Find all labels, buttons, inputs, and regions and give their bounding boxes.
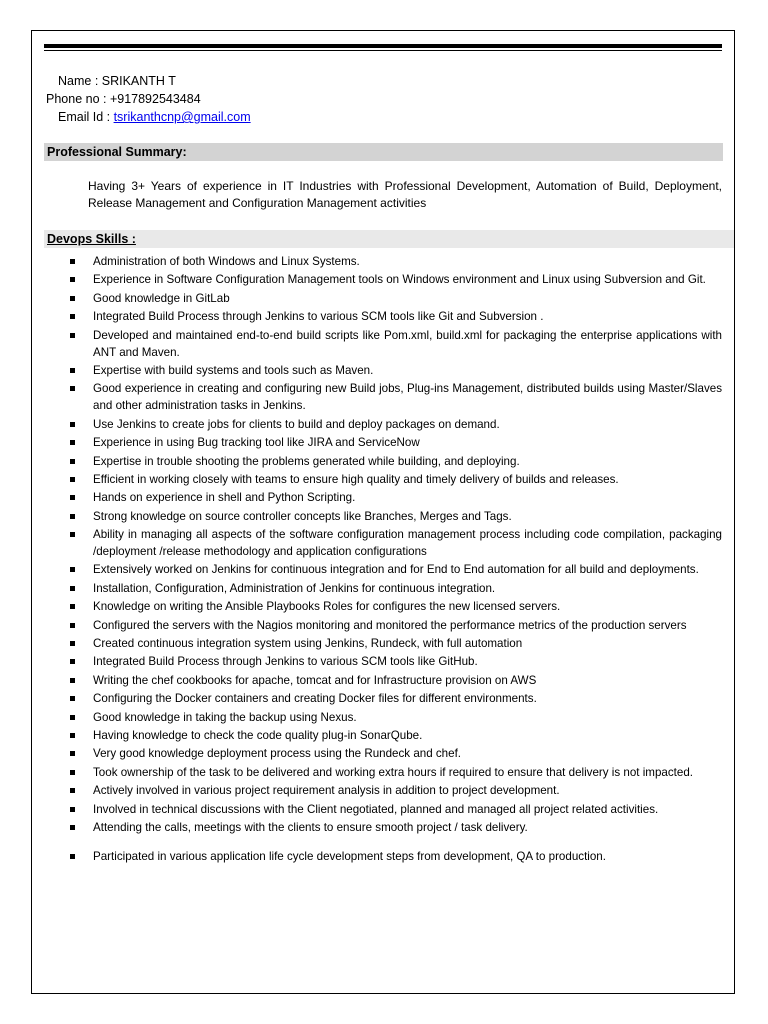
email-label: Email Id : [58, 110, 114, 124]
bullet-icon [70, 368, 75, 373]
bullet-icon [70, 422, 75, 427]
skill-item: Expertise in trouble shooting the problems generated while building, and deploying. [70, 453, 722, 470]
bullet-icon [70, 825, 75, 830]
skill-item: Knowledge on writing the Ansible Playbooks Roles for configures the new licensed servers. [70, 598, 722, 615]
bullet-icon [70, 296, 75, 301]
skill-item: Extensively worked on Jenkins for continuous integration and for End to End automation for all build and deployments. [70, 561, 722, 578]
header-rule-thick [44, 44, 722, 48]
bullet-icon [70, 733, 75, 738]
skill-item: Good knowledge in taking the backup using Nexus. [70, 709, 722, 726]
bullet-icon [70, 623, 75, 628]
skill-item: Good knowledge in GitLab [70, 290, 722, 307]
bullet-icon [70, 440, 75, 445]
skill-item: Administration of both Windows and Linux Systems. [70, 253, 722, 270]
bullet-icon [70, 333, 75, 338]
name-line: Name : SRIKANTH T [58, 74, 176, 88]
email-line [46, 108, 251, 126]
skill-item: Writing the chef cookbooks for apache, tomcat and for Infrastructure provision on AWS [70, 672, 722, 689]
bullet-icon [70, 314, 75, 319]
contact-block [46, 72, 251, 126]
skill-item: Participated in various application life cycle development steps from development, QA to production. [70, 848, 722, 865]
skills-heading [44, 230, 734, 248]
skill-item: Configuring the Docker containers and creating Docker files for different environments. [70, 690, 722, 707]
skill-item: Strong knowledge on source controller concepts like Branches, Merges and Tags. [70, 508, 722, 525]
bullet-icon [70, 807, 75, 812]
header-rule-thin [44, 50, 722, 51]
skill-item: Ability in managing all aspects of the software configuration management process including code compilation, packaging /deployment /release methodology and application configurations [70, 526, 722, 560]
bullet-icon [70, 514, 75, 519]
skill-item: Actively involved in various project requirement analysis in addition to project development. [70, 782, 722, 799]
bullet-icon [70, 604, 75, 609]
skill-item: Expertise with build systems and tools such as Maven. [70, 362, 722, 379]
bullet-icon [70, 477, 75, 482]
bullet-icon [70, 641, 75, 646]
bullet-icon [70, 788, 75, 793]
skill-item: Created continuous integration system using Jenkins, Rundeck, with full automation [70, 635, 722, 652]
bullet-icon [70, 386, 75, 391]
skill-item: Developed and maintained end-to-end build scripts like Pom.xml, build.xml for packaging the enterprise applications with ANT and Maven. [70, 327, 722, 361]
skill-item: Good experience in creating and configuring new Build jobs, Plug-ins Management, distributed builds using Master/Slaves and other administration tasks in Jenkins. [70, 380, 722, 414]
skill-item: Involved in technical discussions with the Client negotiated, planned and managed all project related activities. [70, 801, 722, 818]
skill-item: Very good knowledge deployment process using the Rundeck and chef. [70, 745, 722, 762]
bullet-icon [70, 586, 75, 591]
skill-item: Integrated Build Process through Jenkins to various SCM tools like Git and Subversion . [70, 308, 722, 325]
phone-line: Phone no : +917892543484 [46, 92, 201, 106]
skill-item: Use Jenkins to create jobs for clients to build and deploy packages on demand. [70, 416, 722, 433]
bullet-icon [70, 659, 75, 664]
skill-item: Experience in Software Configuration Management tools on Windows environment and Linux using Subversion and Git. [70, 271, 722, 288]
skills-list [70, 253, 722, 866]
skill-item: Having knowledge to check the code quality plug-in SonarQube. [70, 727, 722, 744]
bullet-icon [70, 259, 75, 264]
skills-heading-text: Devops Skills : [47, 232, 136, 246]
skill-item: Efficient in working closely with teams to ensure high quality and timely delivery of builds and releases. [70, 471, 722, 488]
bullet-icon [70, 770, 75, 775]
bullet-icon [70, 751, 75, 756]
skill-item: Installation, Configuration, Administration of Jenkins for continuous integration. [70, 580, 722, 597]
bullet-icon [70, 567, 75, 572]
bullet-icon [70, 277, 75, 282]
skill-item: Attending the calls, meetings with the clients to ensure smooth project / task delivery. [70, 819, 722, 836]
bullet-icon [70, 678, 75, 683]
bullet-icon [70, 532, 75, 537]
skill-item: Hands on experience in shell and Python Scripting. [70, 489, 722, 506]
bullet-icon [70, 854, 75, 859]
skill-item: Integrated Build Process through Jenkins to various SCM tools like GitHub. [70, 653, 722, 670]
summary-text: Having 3+ Years of experience in IT Industries with Professional Development, Automation of Build, Deployment, Release Management and Configuration Management activities [88, 179, 722, 210]
bullet-icon [70, 495, 75, 500]
bullet-icon [70, 459, 75, 464]
skill-item: Configured the servers with the Nagios monitoring and monitored the performance metrics of the production servers [70, 617, 722, 634]
skill-item: Experience in using Bug tracking tool like JIRA and ServiceNow [70, 434, 722, 451]
summary-heading: Professional Summary: [44, 143, 723, 161]
bullet-icon [70, 696, 75, 701]
bullet-icon [70, 715, 75, 720]
email-link[interactable]: tsrikanthcnp@gmail.com [113, 110, 251, 124]
skill-item: Took ownership of the task to be delivered and working extra hours if required to ensure that delivery is not impacted. [70, 764, 722, 781]
